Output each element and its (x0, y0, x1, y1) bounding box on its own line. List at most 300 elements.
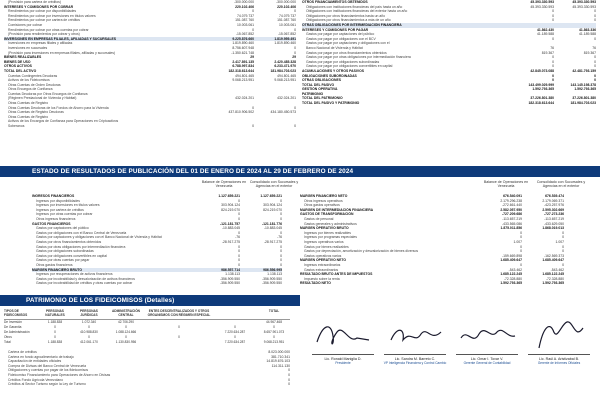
row-value-venezuela: 182.318.613.644 (228, 68, 254, 73)
trusts-header-cell: ENTES DESCENTRALIZADOS Y OTROS ORGANISMOS CON RÉGIMEN ESPECIAL (147, 309, 211, 317)
signatory-role: Gerente General de Contabilidad (463, 361, 511, 365)
row-label: TOTAL DEL ACTIVO (4, 68, 37, 73)
table-cell: 1.188.838 (47, 339, 63, 344)
row-value-venezuela: 1.007 (513, 239, 522, 244)
row-value-venezuela: 0 (552, 55, 554, 60)
row-label: OTROS FINANCIAMIENTOS OBTENIDOS (302, 0, 368, 4)
row-label: Ingresos por recuperaciones de activos financieros (36, 272, 113, 277)
row-value-venezuela: 824.219.070 (221, 207, 240, 212)
row-value-venezuela: -356.909.550 (220, 281, 240, 286)
row-value-consolidated: 143.145.198.378 (570, 82, 596, 87)
income-col1-header: Balance de Operaciones en Venezuela (201, 180, 247, 189)
row-value-consolidated: 151.087.760 (277, 18, 296, 23)
row-value-venezuela: 0 (238, 253, 240, 258)
list-item-label: Cartera en fondo agroalimentario de trabajo (8, 354, 74, 359)
row-value-venezuela: 76 (550, 45, 554, 50)
income-col2-header: Consolidado con Sucursales y Agencias en el exterior (249, 180, 299, 189)
row-value-venezuela: 819.367 (541, 50, 554, 55)
row-value-venezuela: 182.318.613.644 (528, 101, 554, 106)
row-label: TOTAL DEL PASIVO Y PATRIMONIO (302, 101, 360, 106)
row-label: Impuesto sobre la renta (304, 276, 340, 281)
row-value-venezuela: 1.592.793.365 (500, 281, 522, 286)
trusts-table-body (4, 320, 290, 345)
signature-line (528, 354, 590, 355)
row-value-consolidated: 0 (294, 124, 296, 129)
row-value-venezuela: 0 (238, 230, 240, 235)
table-cell: Otros (4, 334, 12, 339)
row-value-venezuela: 143.499.029.999 (528, 82, 554, 87)
row-value-consolidated: -356.909.550 (262, 276, 282, 281)
signatory-role: Presidente (335, 361, 351, 365)
row-value-consolidated: 0 (280, 244, 282, 249)
row-value-venezuela: -15.067.852 (235, 32, 254, 37)
row-value-consolidated: 0 (562, 230, 564, 235)
list-item-value: 0 (288, 377, 290, 382)
table-cell: 412.061.170 (80, 339, 98, 344)
row-value-consolidated: 45.393.330.593 (572, 0, 596, 4)
trusts-header-cell: ADMINISTRACIÓN CENTRAL (112, 309, 140, 317)
row-value-consolidated: 0 (594, 73, 596, 78)
row-value-venezuela: 2.582.057.950 (500, 207, 522, 212)
table-cell: 42.706.290 (118, 319, 134, 324)
row-value-venezuela: -272.661.440 (502, 203, 522, 208)
row-value-venezuela: 0 (252, 105, 254, 110)
row-label: Gastos por captaciones del público (36, 226, 89, 231)
row-label: Otras Cuentas de Registro Deudoras (8, 110, 64, 115)
row-value-consolidated: 0 (594, 18, 596, 23)
row-label: (Régimen Prestacional de Vivienda y Hábitat) (8, 96, 77, 101)
row-value-consolidated: 0 (562, 235, 564, 240)
row-value-consolidated: 1.138.113 (267, 272, 282, 277)
row-value-venezuela: 41.189.588 (537, 32, 554, 37)
row-label: OBLIGACIONES SUBORDINADAS (302, 73, 357, 78)
row-value-consolidated: 181.984.703.023 (270, 68, 296, 73)
row-value-consolidated: 6.233.471.970 (274, 64, 296, 69)
table-cell: 1.130.830.956 (115, 339, 137, 344)
balance-sheet-liabilities (302, 0, 596, 158)
trusts-title: PATRIMONIO DE LOS FIDEICOMISOS (Detalles) (0, 295, 300, 306)
row-value-consolidated: 0 (280, 198, 282, 203)
signature-block (308, 318, 378, 378)
row-value-venezuela: -433.565.086 (502, 221, 522, 226)
list-item-value: 381.710.341 (271, 354, 290, 359)
row-value-venezuela: -1.350.621.748 (231, 50, 254, 55)
row-value-consolidated: 76 (592, 45, 596, 50)
row-value-consolidated: 41.863.336 (579, 27, 596, 32)
statement-row (4, 124, 296, 129)
signatory-role: Gerente de Informes Oficiales (537, 361, 581, 365)
row-value-venezuela: 0 (520, 244, 522, 249)
row-value-venezuela: 0 (238, 258, 240, 263)
row-label: Otras Cuentas de Registro (8, 114, 49, 119)
table-cell: 1.188.838 (47, 319, 63, 324)
list-item-label: Fideicomiso Financiamiento para Operaciones de Ahorro en Divisas (8, 372, 111, 377)
list-item-label: Créditos Fondo Agrícola Venezolano (8, 377, 64, 382)
signature-block (524, 318, 594, 378)
row-value-venezuela: 0 (252, 124, 254, 129)
row-label: Gastos por pagar por captaciones y obligaciones con el (306, 41, 390, 46)
row-label: INTERESES Y COMISIONES POR COBRAR (4, 4, 74, 9)
row-value-venezuela: -543.462 (508, 267, 522, 272)
row-value-venezuela: 494.801.465 (235, 73, 254, 78)
row-label: Gastos por pagar por otras obligaciones por intermediación financiera (306, 55, 411, 60)
row-value-consolidated: 0 (594, 9, 596, 14)
row-value-venezuela: 437.810.906.502 (228, 110, 254, 115)
row-value-consolidated: 1.819.959.491 (274, 36, 296, 41)
row-value-consolidated: 0 (594, 64, 596, 69)
row-label: Activos de los Fideicomisos (8, 78, 50, 83)
row-label: RESULTADO BRUTO ANTES DE IMPUESTOS (300, 272, 373, 277)
row-label: OTRAS OBLIGACIONES (302, 78, 341, 83)
row-value-consolidated: 0 (280, 216, 282, 221)
row-value-venezuela: 9.068.213.951 (232, 78, 254, 83)
row-value-consolidated: 74.079.737 (279, 13, 296, 18)
row-label: GASTOS FINANCIEROS (32, 221, 71, 226)
row-label: Otros ingresos financieros (36, 216, 76, 221)
signatory-name: Lic. Omar I. Tovar V. (470, 357, 504, 361)
row-label: Ingresos por programas especiales (304, 235, 357, 240)
row-label: PATRIMONIO (302, 91, 324, 96)
row-value-venezuela: -300.000.000 (234, 0, 254, 4)
row-label: Obligaciones por otros financiamientos a más de un año (306, 18, 391, 23)
row-value-consolidated: -121.181.776 (262, 221, 282, 226)
row-value-venezuela: 2.417.891.135 (232, 59, 254, 64)
row-value-venezuela: 1.875.011.856 (500, 226, 522, 231)
row-label: GESTIÓN OPERATIVA (302, 87, 338, 92)
income-statement-left (32, 194, 282, 290)
row-value-consolidated: 819.367 (583, 50, 596, 55)
row-value-consolidated: 1.819.890.460 (274, 41, 296, 46)
row-value-consolidated: 1.127.659.221 (260, 194, 282, 198)
list-item (4, 382, 290, 387)
table-cell: 0 (125, 334, 127, 339)
row-value-consolidated: 0 (280, 253, 282, 258)
row-value-consolidated: 0 (562, 249, 564, 254)
signature-line (384, 354, 446, 355)
row-value-venezuela: 42.845.073.088 (530, 68, 554, 73)
row-value-venezuela: 432.024.201 (235, 96, 254, 101)
row-value-venezuela: 0 (252, 27, 254, 32)
income-col2-header-right: Consolidado con Sucursales y Agencias en el exterior (536, 180, 586, 189)
row-value-venezuela: 0 (552, 64, 554, 69)
handwritten-signature (385, 318, 445, 354)
trusts-header-cell: TOTAL (268, 309, 280, 313)
row-label: Gastos por incobrabilidad de créditos y otras cuentas por cobrar (36, 281, 133, 286)
row-value-venezuela: 1.685.409.647 (500, 258, 522, 263)
row-value-venezuela: 0 (520, 249, 522, 254)
trusts-table (4, 310, 290, 345)
row-label: Gastos generales y administrativos (304, 221, 357, 226)
row-label: Soberanos (8, 124, 25, 129)
row-label: Obligaciones por otros financiamientos hasta un año (306, 13, 385, 18)
row-label: Otras Cuentas Deudoras de los Fondos de Ahorro para la Vivienda (8, 105, 109, 110)
row-value-consolidated: 0 (594, 55, 596, 60)
row-label: Banco Nacional de Vivienda y Hábitat (306, 45, 363, 50)
row-value-consolidated: 0 (280, 230, 282, 235)
row-value-venezuela: -10.883.045 (221, 226, 240, 231)
row-label: Rendimientos por cobrar por otras cuentas por cobrar (8, 27, 89, 32)
table-cell: De Garantía (4, 324, 22, 329)
trusts-table-header (4, 310, 290, 320)
row-value-venezuela: 1.592.793.365 (532, 87, 554, 92)
row-value-consolidated: 41.189.588 (579, 32, 596, 37)
row-value-venezuela: 986.557.714 (221, 267, 240, 272)
row-label: Gastos por pagar por captaciones del público (306, 32, 375, 37)
balance-sheet-assets (4, 0, 296, 158)
row-value-consolidated: 0 (294, 27, 296, 32)
table-cell: 0 (88, 334, 90, 339)
row-value-venezuela: 0 (552, 78, 554, 83)
table-cell: 0 (273, 324, 275, 329)
row-value-venezuela: 37.226.801.380 (530, 96, 554, 101)
row-label: (Provisión para cartera de créditos) (8, 0, 61, 4)
row-value-venezuela: 74.079.737 (237, 13, 254, 18)
row-value-consolidated: 0 (280, 258, 282, 263)
row-value-consolidated: 986.556.995 (263, 267, 282, 272)
row-label: Gastos por pagar por obligaciones subordinadas (306, 59, 380, 64)
row-label: Rendimientos por cobrar por inversiones en títulos valores (8, 13, 96, 18)
row-label: INGRESOS FINANCIEROS (32, 194, 75, 198)
row-value-venezuela: 0 (238, 262, 240, 267)
row-value-venezuela: 0 (552, 13, 554, 18)
row-label: Gastos por incobrabilidad y desvalorización de activos financieros (36, 276, 135, 281)
row-value-consolidated: 303.904.124 (263, 203, 282, 208)
row-value-consolidated: 45.393.330.593 (572, 4, 596, 9)
row-value-venezuela: 0 (238, 249, 240, 254)
list-item-label: Compra de Divisas del Banco Central de Venezuela (8, 363, 87, 368)
list-item-value: 0 (288, 382, 290, 387)
row-label: Comisiones por cobrar (8, 22, 43, 27)
signatory-name: Lic. Raúl A. Aristizabal B. (539, 357, 579, 361)
row-value-consolidated: -15.067.852 (277, 32, 296, 37)
row-label: Ingresos por otras cuentas por cobrar (36, 212, 93, 217)
row-value-venezuela: 6.788.997.834 (232, 64, 254, 69)
row-value-venezuela: 0 (552, 36, 554, 41)
table-cell: 0 (273, 334, 275, 339)
row-value-venezuela: 1.819.890.460 (232, 41, 254, 46)
row-value-consolidated: 0 (280, 262, 282, 267)
row-label: Ingresos extraordinarios (304, 262, 341, 267)
row-value-venezuela: 41.862.430 (537, 27, 554, 32)
row-value-consolidated: 494.801.465 (277, 73, 296, 78)
trusts-header-cell: TIPOS DE FIDEICOMISOS (4, 309, 28, 317)
table-cell: 44.967.468 (266, 319, 282, 324)
row-label: Gastos por pagar por obligaciones con el BCV (306, 36, 376, 41)
row-value-venezuela: 45.393.330.593 (530, 4, 554, 9)
row-value-consolidated: 1.592.793.365 (542, 281, 564, 286)
row-value-venezuela: 9.225.876.660 (232, 36, 254, 41)
row-value-consolidated: 220.102.406 (277, 4, 296, 9)
row-label: BIENES REALIZABLES (4, 55, 42, 60)
row-value-venezuela: 1.138.113 (225, 272, 240, 277)
row-value-consolidated: -727.273.236 (544, 212, 564, 217)
row-label: (Provisión para inversiones en empresas filiales, afiliadas y sucursales) (8, 50, 116, 55)
row-value-consolidated: 181.984.703.023 (570, 101, 596, 106)
signatory-name: Lic. Sandra M. Barreto C. (394, 357, 436, 361)
row-label: Ingresos por cartera de créditos (36, 207, 84, 212)
list-item-value: 114.311.130 (271, 363, 290, 368)
row-value-venezuela: 0 (552, 59, 554, 64)
row-value-consolidated: 0 (280, 212, 282, 217)
row-value-venezuela: 676.540.091 (503, 194, 522, 198)
row-label: Gastos de personal (304, 216, 334, 221)
row-value-venezuela: 0 (238, 216, 240, 221)
row-value-consolidated: 10.003.061 (279, 22, 296, 27)
row-value-consolidated: -162.569.373 (544, 253, 564, 258)
row-value-consolidated: -433.629.050 (544, 221, 564, 226)
table-cell: 7.220.634.287 (224, 339, 246, 344)
row-value-consolidated: 0 (594, 13, 596, 18)
row-label: Gastos por bienes realizables (304, 244, 349, 249)
row-value-consolidated: 434.180.450.573 (270, 110, 296, 115)
row-value-consolidated: 37.226.801.380 (572, 96, 596, 101)
row-value-consolidated: 0 (594, 59, 596, 64)
row-value-consolidated: 432.024.201 (277, 96, 296, 101)
table-cell: 7.220.634.287 (224, 329, 246, 334)
row-label: Gastos por otras obligaciones por intermediación financiera (36, 244, 126, 249)
row-value-venezuela: 0 (552, 73, 554, 78)
row-value-venezuela: 0 (238, 198, 240, 203)
row-label: Cuentas Contingentes Deudoras (8, 73, 58, 78)
signature-line (312, 354, 374, 355)
row-label: MARGEN FINANCIERO NETO (300, 194, 348, 198)
list-item-label: Créditos al Sector Turismo según la Ley de Turismo (8, 382, 86, 387)
table-cell: 0 (54, 334, 56, 339)
row-value-venezuela: 151.087.760 (235, 18, 254, 23)
row-label: MARGEN OPERATIVO BRUTO (300, 226, 349, 231)
row-label: RESULTADO NETO (300, 281, 331, 286)
row-label: Ingresos por disponibilidades (36, 198, 80, 203)
statement-row (302, 101, 596, 106)
list-item-label: Cartera de créditos (8, 350, 37, 354)
list-item-label: Capacitación de entidades oficiales (8, 359, 62, 364)
row-value-consolidated: 1.685.122.245 (542, 272, 564, 277)
row-value-consolidated: 0 (562, 244, 564, 249)
row-label: TOTAL DEL PATRIMONIO (302, 96, 343, 101)
row-value-consolidated: 0 (594, 36, 596, 41)
row-value-consolidated: 2.595.302.669 (542, 207, 564, 212)
row-label: Ingresos por inversiones en títulos valores (36, 203, 100, 208)
row-label: Otras Cuentas de Registro (8, 101, 49, 106)
row-label: Otros gastos operativos (304, 203, 340, 208)
row-value-venezuela: -159.669.898 (502, 253, 522, 258)
row-value-venezuela: -113.657.219 (502, 216, 522, 221)
row-value-consolidated: 1.007 (555, 239, 564, 244)
list-item-value: 0 (288, 372, 290, 377)
row-value-consolidated: -28.917.275 (263, 239, 282, 244)
row-value-venezuela: -727.209.686 (502, 212, 522, 217)
table-cell (146, 340, 212, 345)
row-value-consolidated: -423.257.976 (544, 203, 564, 208)
row-label: Activos de los Encargos de Confianza para Operaciones en Criptoactivos (8, 119, 119, 124)
row-label: MARGEN FINANCIERO BRUTO (32, 267, 83, 272)
row-value-venezuela: 1.127.659.221 (218, 194, 240, 198)
row-value-consolidated: 676.539.474 (545, 194, 564, 198)
row-label: Rendimientos por cobrar por cartera de créditos (8, 18, 80, 23)
row-label: Gastos por obligaciones convertibles en capital (36, 253, 107, 258)
row-label: Gastos por otras cuentas por pagar (36, 258, 90, 263)
row-value-venezuela: 0 (552, 9, 554, 14)
row-label: Gastos extraordinarios (304, 267, 339, 272)
row-value-venezuela: 0 (520, 230, 522, 235)
row-value-consolidated: -10.883.045 (263, 226, 282, 231)
row-label: Gastos por obligaciones subordinadas (36, 249, 94, 254)
row-label: TOTAL DEL PASIVO (302, 82, 335, 87)
row-value-venezuela: 303.904.124 (221, 203, 240, 208)
row-value-consolidated: 1.685.409.647 (542, 258, 564, 263)
row-value-venezuela: -121.181.757 (220, 221, 240, 226)
row-value-consolidated: 0 (294, 50, 296, 55)
row-value-consolidated: 1.592.793.365 (574, 87, 596, 92)
table-cell: 1.088.124.666 (115, 329, 137, 334)
row-value-consolidated: 0 (294, 45, 296, 50)
table-cell: Total (4, 339, 11, 344)
table-cell: 9.068.213.951 (263, 339, 285, 344)
row-label: INTERESES Y COMISIONES POR PAGAR (302, 27, 369, 32)
row-label: OTRAS OBLIGACIONES POR INTERMEDIACIÓN FINANCIERA (302, 22, 402, 27)
row-value-venezuela: 10.003.061 (237, 22, 254, 27)
row-value-consolidated: 29 (292, 55, 296, 60)
row-value-consolidated: 42.481.793.159 (572, 68, 596, 73)
row-label: Gastos por captaciones y obligaciones con el Banco Nacional de Vivienda y Hábitat (36, 235, 162, 240)
trusts-header-cell: PERSONAS NATURALES (45, 309, 65, 317)
income-statement-title: ESTADO DE RESULTADOS DE PUBLICACIÓN DEL 01 DE ENERO DE 2024 AL 29 DE FEBRERO DE 2024 (0, 166, 600, 177)
table-cell: De Administración (4, 329, 30, 334)
row-label: Gastos por otros financiamientos obtenidos (36, 239, 102, 244)
table-row (4, 340, 290, 345)
row-label: OTROS ACTIVOS (4, 64, 32, 69)
signatory-name: Lic. Ronald Maniglia D. (324, 357, 362, 361)
table-cell: 410.988.830 (80, 329, 98, 334)
statement-row (32, 281, 282, 286)
row-label: Ingresos operativos varios (304, 239, 344, 244)
row-value-venezuela: 45.393.330.593 (530, 0, 554, 4)
row-value-venezuela: 0 (238, 212, 240, 217)
row-value-venezuela: 0 (520, 235, 522, 240)
trusts-header-cell (212, 310, 258, 318)
row-value-venezuela: 1.685.122.245 (500, 272, 522, 277)
income-statement-right (300, 194, 564, 290)
row-value-venezuela: 0 (552, 18, 554, 23)
row-value-consolidated: 0 (562, 262, 564, 267)
row-value-consolidated: 824.219.070 (263, 207, 282, 212)
row-value-consolidated: -113.657.219 (544, 216, 564, 221)
row-value-venezuela: -28.917.275 (221, 239, 240, 244)
table-cell: 8.657.901.073 (263, 329, 285, 334)
row-label: Gastos por pagar por otros financiamientos obtenidos (306, 50, 387, 55)
list-item-value: 0 (288, 368, 290, 373)
row-label: GASTOS DE TRANSFORMACIÓN (300, 212, 354, 217)
table-cell: 1.072.340 (81, 319, 97, 324)
row-label: Gastos operativos varios (304, 253, 342, 258)
table-cell: 0 (234, 324, 236, 329)
balance-sheet-section (0, 0, 600, 160)
table-cell: 0 (178, 334, 180, 339)
row-value-venezuela: 8.756.607.948 (232, 45, 254, 50)
row-value-venezuela: 0 (252, 9, 254, 14)
handwritten-signature (529, 318, 589, 354)
row-value-consolidated: 0 (294, 105, 296, 110)
row-label: Ingresos por bienes realizables (304, 230, 351, 235)
income-col1-header-right: Balance de Operaciones en Venezuela (483, 180, 529, 189)
signature-block (452, 318, 522, 378)
row-value-consolidated: -300.000.000 (276, 0, 296, 4)
table-cell: 0 (54, 324, 56, 329)
row-label: Cuentas Deudoras por Otros Encargos de Confianza (8, 91, 88, 96)
signatures-area (300, 300, 600, 400)
row-value-consolidated: 0 (280, 249, 282, 254)
handwritten-signature (313, 318, 373, 354)
